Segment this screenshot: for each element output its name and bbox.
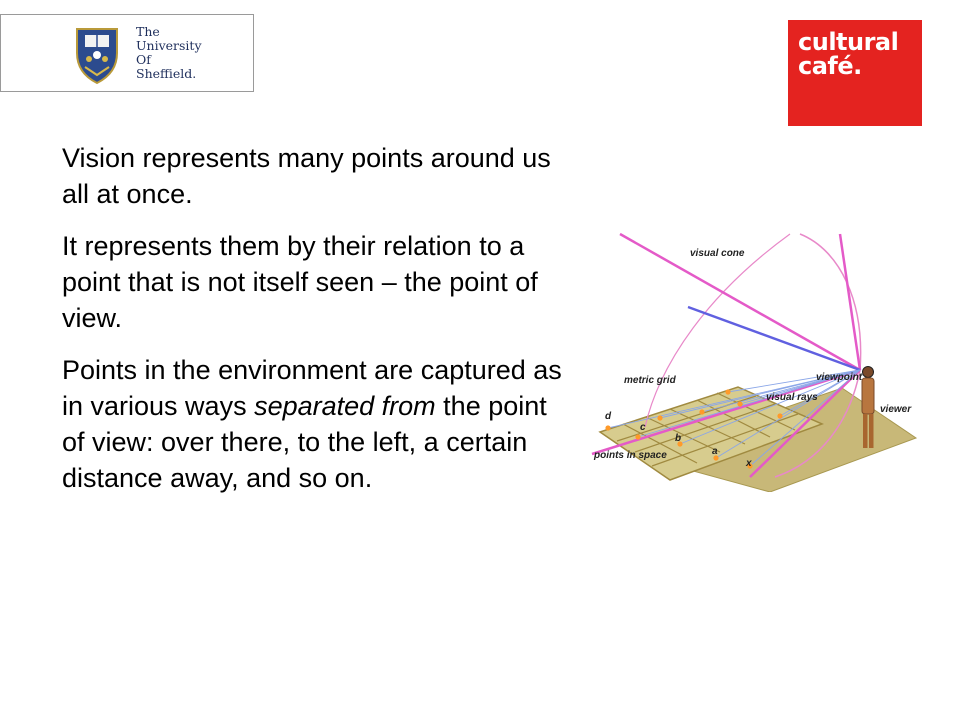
label-x: x — [746, 458, 752, 469]
label-visual-cone: visual cone — [690, 248, 745, 259]
paragraph: Vision represents many points around us all at once. — [62, 143, 551, 209]
paragraph-text: Points in the environment are captured as in various ways — [62, 355, 562, 421]
label-points-in-space: points in space — [594, 450, 667, 461]
label-b: b — [675, 433, 682, 444]
university-name-line: University — [136, 38, 202, 53]
label-visual-rays: visual rays — [766, 392, 818, 403]
paragraph-text: the point of view: over there, to the left, a certain distance away, and so on. — [62, 391, 547, 493]
paragraph: It represents them by their relation to a point that is not itself seen – the point of view. — [62, 231, 538, 333]
blue-ray-line — [688, 307, 860, 370]
label-metric-grid: metric grid — [624, 375, 676, 386]
university-name-line: Sheffield. — [136, 66, 197, 81]
cone-edge-line — [840, 234, 860, 370]
cafe-logo-line: café. — [798, 52, 862, 80]
paragraph-italic-text: separated from — [254, 391, 436, 421]
university-name-line: Of — [136, 52, 151, 67]
university-name — [136, 25, 202, 81]
cultural-cafe-logo — [788, 20, 922, 126]
cafe-logo-line: cultural — [798, 28, 899, 56]
label-a: a — [712, 446, 718, 457]
label-d: d — [605, 411, 612, 422]
vision-diagram — [590, 232, 930, 492]
paragraph — [62, 352, 562, 496]
university-name-line: The — [136, 24, 160, 39]
label-c: c — [640, 422, 646, 433]
university-crest-icon — [71, 23, 123, 85]
label-viewer: viewer — [880, 404, 912, 415]
visual-cone-outline — [800, 234, 861, 370]
label-viewpoint: viewpoint — [816, 372, 863, 383]
slide-body — [62, 140, 562, 512]
university-logo — [0, 14, 254, 92]
